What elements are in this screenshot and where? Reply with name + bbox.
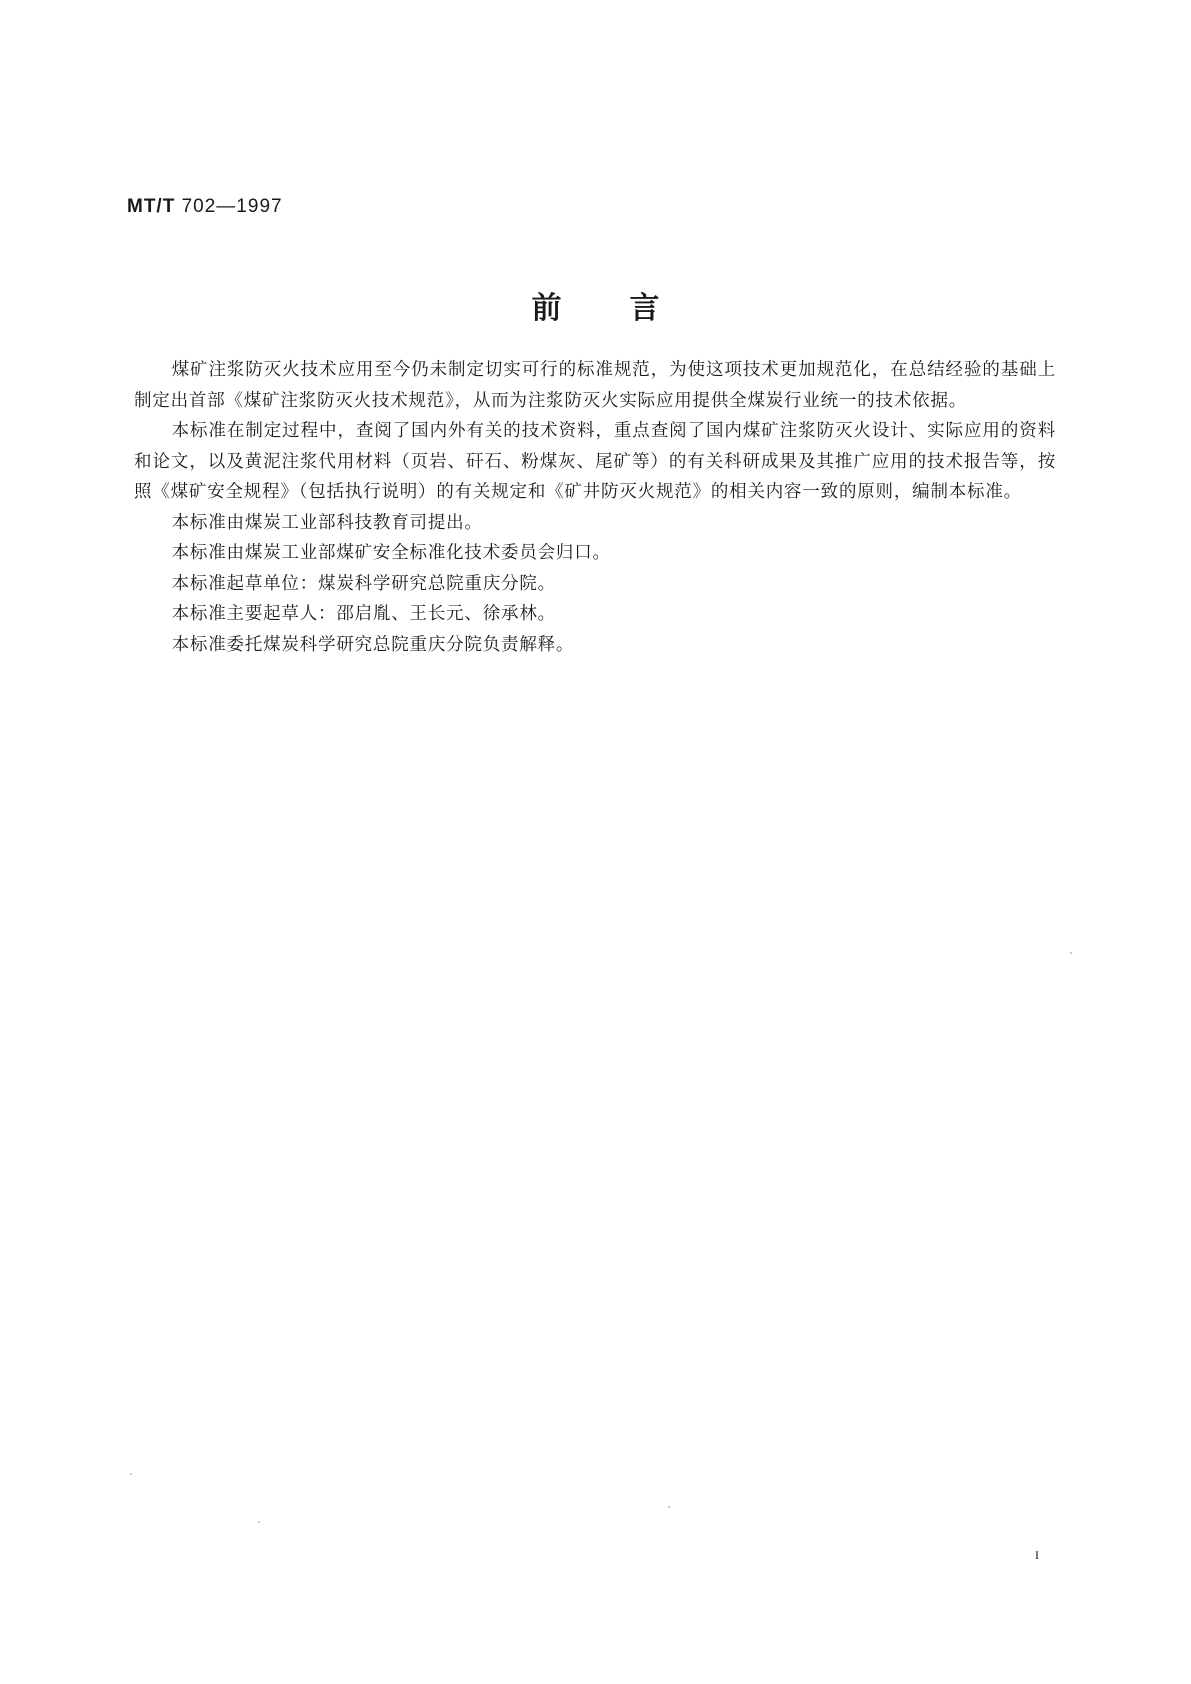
scan-speck	[130, 1473, 132, 1475]
scan-speck	[1070, 952, 1072, 954]
scan-speck	[668, 1506, 670, 1508]
paragraph-process: 本标准在制定过程中，查阅了国内外有关的技术资料，重点查阅了国内煤矿注浆防灭火设计、实际应用的资料和论文，以及黄泥注浆代用材料（页岩、矸石、粉煤灰、尾矿等）的有关科研成果及其推广应用的技术报告等，按照《煤矿安全规程》（包括执行说明）的有关规定和《矿井防灭火规范》的相关内容一致的原则，编制本标准。	[134, 421, 1056, 502]
paragraph-proposer: 本标准由煤炭工业部科技教育司提出。	[171, 512, 483, 533]
page-title: 前言	[531, 291, 728, 326]
foreword-body	[134, 355, 1056, 660]
paragraph-drafting-unit: 本标准起草单位：煤炭科学研究总院重庆分院。	[171, 573, 556, 594]
scan-speck	[258, 1521, 260, 1523]
paragraph-custodian: 本标准由煤炭工业部煤矿安全标准化技术委员会归口。	[171, 543, 611, 563]
paragraph-drafters: 本标准主要起草人：邵启胤、王长元、徐承林。	[171, 604, 556, 624]
page-number: I	[1035, 1548, 1039, 1562]
standard-code-prefix: MT/T	[127, 196, 176, 217]
standard-code-number: 702—1997	[181, 196, 283, 217]
paragraph-intro: 煤矿注浆防灭火技术应用至今仍未制定切实可行的标准规范，为使这项技术更加规范化，在总结经验的基础上制定出首部《煤矿注浆防灭火技术规范》，从而为注浆防灭火实际应用提供全煤炭行业统一的技术依据。	[134, 360, 1056, 411]
standard-code	[127, 196, 283, 218]
paragraph-interpretation: 本标准委托煤炭科学研究总院重庆分院负责解释。	[171, 634, 575, 655]
